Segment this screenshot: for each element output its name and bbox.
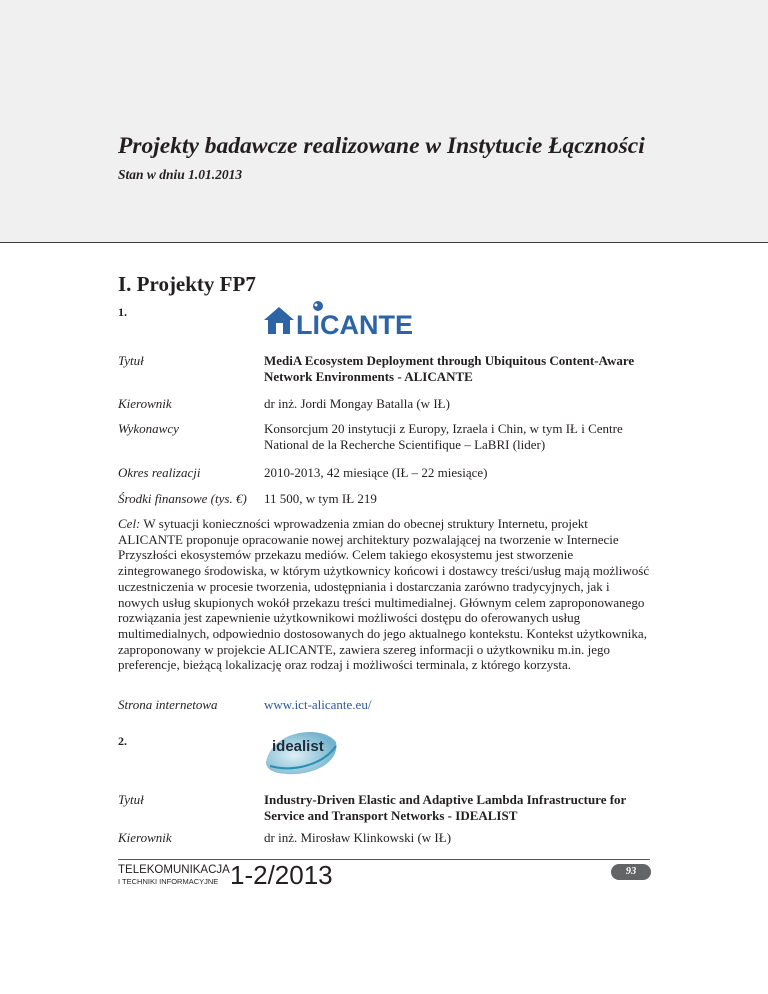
row-label: Wykonawcy bbox=[118, 421, 179, 436]
row-label: Tytuł bbox=[118, 792, 144, 807]
project2-title-row bbox=[118, 792, 658, 826]
project1-period-row bbox=[118, 465, 658, 481]
project1-funding-row bbox=[118, 491, 658, 507]
journal-name-line2: I TECHNIKI INFORMACYJNE bbox=[118, 877, 219, 886]
row-label: Kierownik bbox=[118, 396, 172, 411]
alicante-logo bbox=[262, 298, 432, 338]
row-label: Kierownik bbox=[118, 830, 172, 845]
row-value: 2010-2013, 42 miesiące (IŁ – 22 miesiące) bbox=[264, 465, 488, 480]
page-number-badge: 93 bbox=[611, 864, 651, 880]
row-value: MediA Ecosystem Deployment through Ubiquitous Content-Aware Network Environments - ALICANTE bbox=[264, 353, 635, 384]
goal-label: Cel: bbox=[118, 516, 141, 531]
page-title: Projekty badawcze realizowane w Instytucie Łączności bbox=[118, 133, 645, 159]
project-number: 1. bbox=[118, 305, 127, 319]
footer-divider bbox=[118, 859, 650, 860]
alicante-logo-text: LICANTE bbox=[296, 310, 413, 338]
row-label: Tytuł bbox=[118, 353, 144, 368]
project1-manager-row bbox=[118, 396, 658, 412]
journal-name-line1: TELEKOMUNIKACJA bbox=[118, 864, 230, 876]
idealist-logo-text: idealist bbox=[272, 738, 324, 755]
header-band bbox=[0, 0, 768, 243]
project1-goal bbox=[118, 516, 650, 673]
project1-title-row bbox=[118, 353, 658, 387]
row-value: Industry-Driven Elastic and Adaptive Lambda Infrastructure for Service and Transport Networks - IDEALIST bbox=[264, 792, 627, 823]
idealist-logo bbox=[262, 722, 342, 777]
issue-number: 1-2/2013 bbox=[230, 860, 333, 890]
section-title: I. Projekty FP7 bbox=[118, 272, 256, 296]
row-label: Środki finansowe (tys. €) bbox=[118, 491, 247, 506]
row-value: Konsorcjum 20 instytucji z Europy, Izraela i Chin, w tym IŁ i Centre National de la Recherche Scientifique – LaBRI (lider) bbox=[264, 421, 623, 452]
row-label: Okres realizacji bbox=[118, 465, 201, 480]
website-link[interactable]: www.ict-alicante.eu/ bbox=[264, 697, 372, 712]
row-label: Strona internetowa bbox=[118, 697, 218, 712]
goal-text: W sytuacji konieczności wprowadzenia zmian do obecnej struktury Internetu, projekt ALICANTE proponuje opracowanie nowej architektury pozwalającej na tworzenie w Internecie Przyszłości ekosystemów przekazu mediów. Celem takiego ekosystemu jest stworzenie zintegrowanego środowiska, w którym użytkownicy końcowi i dostawcy treści/usług mają możliwość uczestniczenia w procesie tworzenia, udostępniania i dostarczania zarówno tradycyjnych, jak i nowych usług skupionych wokół przekazu treści multimedialnej. Głównym celem zaproponowanego rozwiązania jest zapewnienie użytkownikowi możliwości dostępu do oferowanych usług multimedialnych, odpowiednio dostosowanych do jego aktualnego kontekstu. Kontekst użytkownika, zaproponowany w projekcie ALICANTE, zawiera szereg informacji o użytkowniku m.in. jego preferencje, bieżącą lokalizację oraz rodzaj i możliwości terminala, z którego korzysta. bbox=[118, 516, 650, 673]
row-value: 11 500, w tym IŁ 219 bbox=[264, 491, 377, 506]
house-icon bbox=[264, 307, 294, 334]
project1-website-row bbox=[118, 697, 658, 713]
row-value: dr inż. Jordi Mongay Batalla (w IŁ) bbox=[264, 396, 450, 411]
row-value: dr inż. Mirosław Klinkowski (w IŁ) bbox=[264, 830, 452, 845]
project-number: 2. bbox=[118, 734, 127, 748]
project2-manager-row bbox=[118, 830, 658, 846]
page-subtitle: Stan w dniu 1.01.2013 bbox=[118, 167, 243, 182]
project1-contractors-row bbox=[118, 421, 658, 455]
